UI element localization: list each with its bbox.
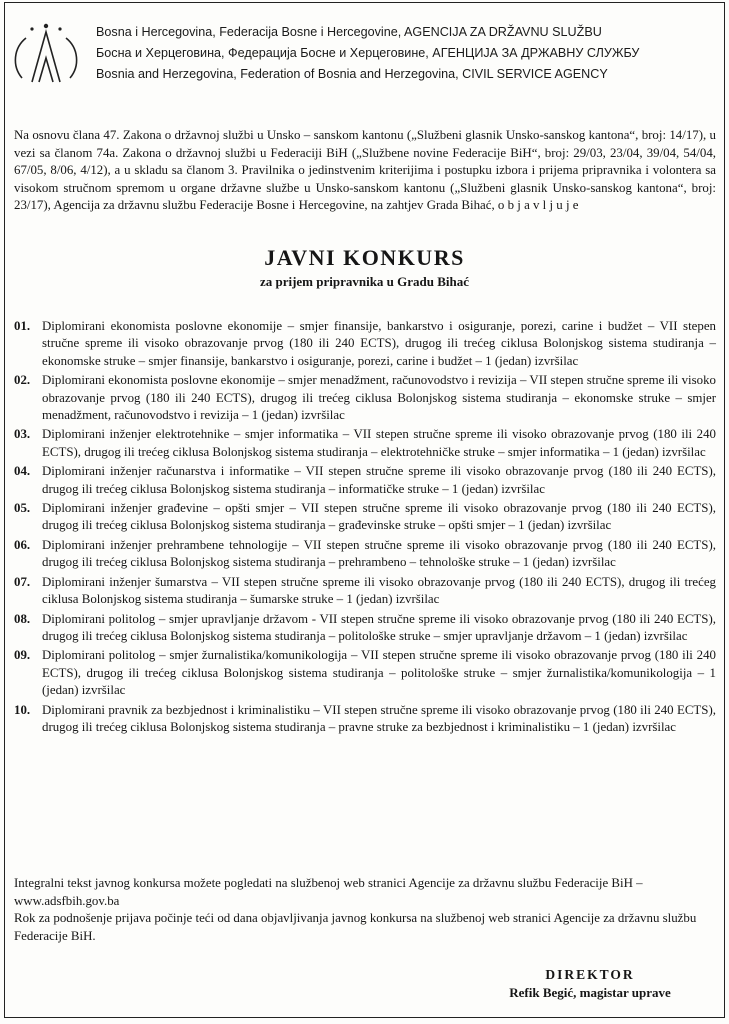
item-text: Diplomirani politolog – smjer žurnalistika/komunikologija – VII stepen stručne spreme ili visoko obrazovanje prvog (180 ili 240 ECTS), drugog ili trećeg ciklusa Bolonjskog sistema studiranja – politološke struke – smjer žurnalistika/komunikologija – 1 (jedan) izvršilac [42,648,716,698]
footer-website-note: Integralni tekst javnog konkursa možete pogledati na službenoj web stranici Agencije za državnu službu Federacije BiH – www.adsfbih.gov.ba [14,876,643,908]
item-text: Diplomirani inženjer elektrotehnike – smjer informatika – VII stepen stručne spreme ili visoko obrazovanje prvog (180 ili 240 ECTS), drugog ili trećeg ciklusa Bolonjskog sistema studiranja – elektrotehničke struke – smjer informatika – 1 (jedan) izvršilac [42,427,716,459]
item-number: 06. [14,537,31,552]
list-item [14,318,716,370]
item-number: 01. [14,319,31,333]
list-item [14,372,716,424]
item-text: Diplomirani ekonomista poslovne ekonomije – smjer menadžment, računovodstvo i revizija – VII stepen stručne spreme ili visoko obrazovanje prvog (180 ili 240 ECTS), drugog ili trećeg ciklusa Bolonjskog sistema studiranja – ekonomske struke – smjer menadžment, računovodstvo i revizija – 1 (jedan) izvršilac [42,373,716,423]
header-line-english: Bosnia and Herzegovina, Federation of Bosnia and Herzegovina, CIVIL SERVICE AGENCY [96,67,608,81]
list-item [14,537,716,572]
position-list [14,318,716,738]
list-item [14,611,716,646]
item-number: 05. [14,501,31,516]
document-subtitle: za prijem pripravnika u Gradu Bihać [259,274,470,289]
item-text: Diplomirani inženjer šumarstva – VII stepen stručne spreme ili visoko obrazovanje prvog (180 ili 240 ECTS), drugog ili trećeg ciklusa Bolonjskog sistema studiranja – šumarske struke – 1 (jedan) izvršilac [42,574,716,607]
item-number: 03. [14,427,31,442]
document-title: JAVNI KONKURS [264,245,465,270]
footer-notes [14,875,716,945]
header-line-latin: Bosna i Hercegovina, Federacija Bosne i Hercegovine, AGENCIJA ZA DRŽAVNU SLUŽBU [96,25,602,39]
item-number: 09. [14,648,31,663]
item-text: Diplomirani politolog – smjer upravljanje državom - VII stepen stručne spreme ili visoko obrazovanje prvog (180 ili 240 ECTS), drugog ili trećeg ciklusa Bolonjskog sistema studiranja – politološke struke – smjer upravljanje državom – 1 (jedan) izvršilac [42,611,716,643]
header-line-cyrillic: Босна и Херцеговина, Федерација Босне и Херцеговине, АГЕНЦИЈА ЗА ДРЖАВНУ СЛУЖБУ [96,46,640,60]
signature-role: DIREKTOR [545,967,635,982]
item-text: Diplomirani inženjer građevine – opšti smjer – VII stepen stručne spreme ili visoko obrazovanje prvog (180 ili 240 ECTS), drugog ili trećeg ciklusa Bolonjskog sistema studiranja – građevinske struke – opšti smjer – 1 (jedan) izvršilac [42,501,716,533]
item-number: 07. [14,574,31,589]
list-item [14,426,716,461]
intro-paragraph: Na osnovu člana 47. Zakona o državnoj službi u Unsko – sanskom kantonu („Službeni glasnik Unsko-sanskog kantona“, broj: 14/17), u vezi sa članom 74a. Zakona o državnoj službi u Federaciji BiH („Službene novine Federacije BiH“, broj: 29/03, 23/04, 39/04, 54/04, 67/05, 8/06, 4/12), a u skladu sa članom 3. Pravilnika o jedinstvenim kriterijima i postupku izbora i prijema pripravnika i volontera sa visokom stručnom spremom u organe državne službe u Unsko-sanskom kantonu („Službeni glasnik Unsko-sanskog kantona“, broj: 23/17), Agencija za državnu službu Federacije Bosne i Hercegovine, na zahtjev Grada Bihać, o b j a v l j u j e [14,128,716,212]
item-text: Diplomirani pravnik za bezbjednost i kriminalistiku – VII stepen stručne spreme ili visoko obrazovanje prvog (180 ili 240 ECTS), drugog ili trećeg ciklusa Bolonjskog sistema studiranja – pravne struke za bezbjednost i kriminalistiku – 1 (jedan) izvršilac [42,702,716,734]
signature-name: Refik Begić, magistar uprave [509,985,671,1000]
item-text: Diplomirani inženjer računarstva i informatike – VII stepen stručne spreme ili visoko obrazovanje prvog (180 ili 240 ECTS), drugog ili trećeg ciklusa Bolonjskog sistema studiranja – informatičke struke – 1 (jedan) izvršilac [42,464,716,496]
civil-service-agency-emblem-icon [12,20,80,92]
signature-block [470,966,710,1002]
list-item [14,463,716,498]
list-item [14,500,716,535]
item-text: Diplomirani ekonomista poslovne ekonomije – smjer finansije, bankarstvo i osiguranje, porezi, carine i budžet – VII stepen stručne spreme ili visoko obrazovanje prvog (180 ili 240 ECTS), drugog ili trećeg ciklusa Bolonjskog sistema studiranja – ekonomske struke – smjer finansije, bankarstvo i osiguranje, porezi, carine i budžet – 1 (jedan) izvršilac [42,319,716,368]
item-number: 04. [14,464,31,479]
list-item [14,702,716,737]
item-text: Diplomirani inženjer prehrambene tehnologije – VII stepen stručne spreme ili visoko obrazovanje prvog (180 ili 240 ECTS), drugog ili trećeg ciklusa Bolonjskog sistema studiranja – prehrambeno – tehnološke struke – 1 (jedan) izvršilac [42,537,716,570]
agency-header [96,22,716,85]
list-item [14,574,716,609]
footer-deadline-note: Rok za podnošenje prijava počinje teći od dana objavljivanja javnog konkursa na službenoj web stranici Agencije za državnu službu Federacije BiH. [14,911,697,943]
list-item [14,647,716,699]
item-number: 02. [14,373,31,388]
item-number: 10. [14,702,31,717]
item-number: 08. [14,611,31,626]
